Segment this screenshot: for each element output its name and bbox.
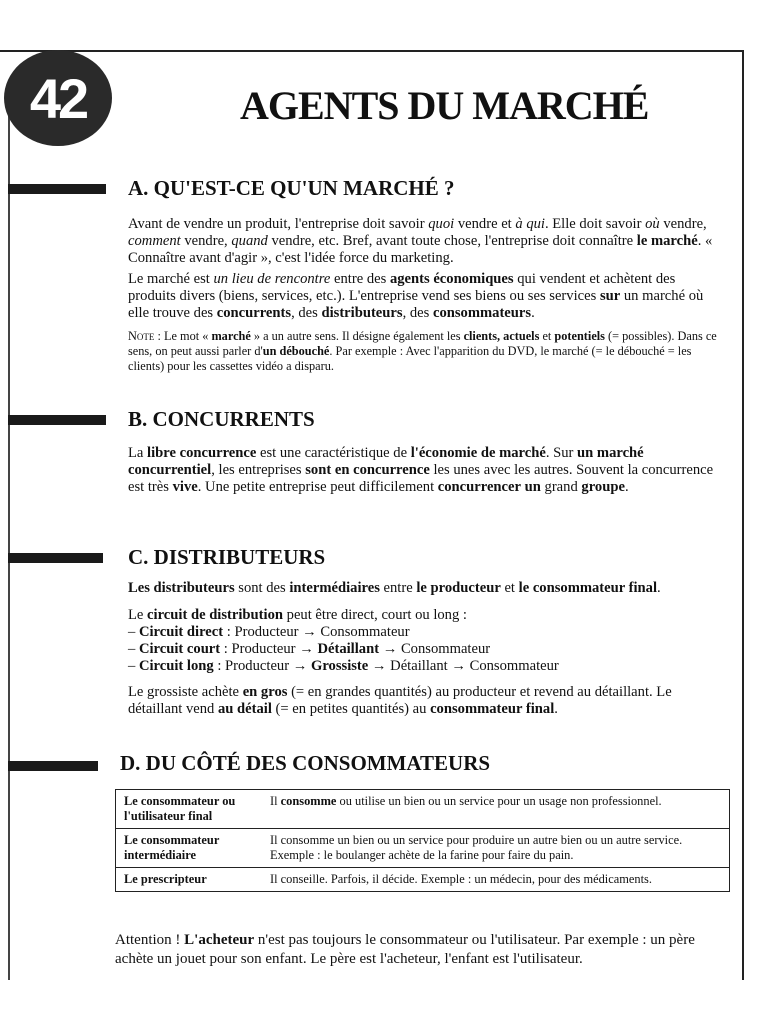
text-run: intermédiaires: [289, 580, 380, 596]
text-run: vive: [172, 479, 198, 495]
section-marker-bar: [8, 184, 106, 194]
text-run: Circuit long: [138, 658, 214, 674]
text-run: est une caractéristique de: [256, 445, 411, 461]
text-run: marché: [211, 329, 251, 343]
text-run: un marché où elle trouve des: [128, 288, 704, 321]
table-row: [116, 790, 730, 829]
text-run: groupe: [581, 479, 625, 495]
text-run: –: [128, 641, 139, 657]
text-run: le marché: [636, 233, 698, 249]
text-run: Le grossiste achète: [128, 684, 243, 700]
text-run: vendre,: [180, 233, 232, 249]
table-definition-cell: [262, 868, 730, 892]
text-run: distributeurs: [321, 305, 403, 321]
text-run: .: [624, 479, 629, 495]
text-run: vendre,: [659, 216, 707, 232]
text-run: » a un autre sens. Il désigne également les: [250, 329, 464, 343]
text-run: Avant de vendre un produit, l'entreprise doit savoir: [128, 216, 429, 232]
text-run: : Producteur →: [213, 658, 311, 674]
text-run: quand: [231, 233, 268, 249]
table-term-cell: Le consommateur intermédiaire: [116, 829, 263, 868]
text-run: (= possibles). Dans ce sens, on peut aussi parler d': [128, 329, 717, 358]
text-run: qui vendent et achètent des produits divers (biens, services, etc.). L'entreprise vend ses biens ou ses services: [128, 271, 676, 304]
text-run: Grossiste: [310, 658, 369, 674]
page-title: AGENTS DU MARCHÉ: [240, 83, 649, 128]
text-run: un: [524, 479, 541, 495]
list-item: [128, 624, 728, 641]
text-run: → Détaillant → Consommateur: [368, 658, 559, 674]
section-heading-a: A. QU'EST-CE QU'UN MARCHÉ ?: [128, 176, 455, 200]
text-run: , des: [402, 305, 433, 321]
text-run: Il conseille. Parfois, il décide. Exemple : un médecin, pour des médicaments.: [270, 872, 652, 886]
text-run: L'acheteur: [184, 932, 255, 948]
text-run: comment: [128, 233, 181, 249]
table-term-cell: Le consommateur ou l'utilisateur final: [116, 790, 263, 829]
text-run: le consommateur final: [518, 580, 657, 596]
text-run: clients, actuels: [463, 329, 540, 343]
text-run: les unes avec les autres. Souvent la concurrence est très: [128, 462, 714, 495]
text-run: en gros: [242, 684, 288, 700]
text-run: Les distributeurs: [128, 580, 235, 596]
text-run: Le: [128, 607, 148, 623]
text-run: : Producteur →: [220, 641, 318, 657]
text-run: –: [128, 624, 139, 640]
table-term-cell: Le prescripteur: [116, 868, 263, 892]
text-run: à qui: [515, 216, 545, 232]
text-run: quoi: [428, 216, 455, 232]
section-heading-d: D. DU CÔTÉ DES CONSOMMATEURS: [120, 751, 491, 775]
text-run: Détaillant: [317, 641, 380, 657]
page-frame-right: [742, 50, 744, 980]
text-run: . « Connaître avant d'agir », c'est l'idée force du marketing.: [128, 233, 713, 266]
text-run: .: [531, 305, 535, 321]
section-a-paragraph-1: [128, 216, 718, 267]
text-run: La: [128, 445, 148, 461]
table-row: [116, 829, 730, 868]
text-run: grand: [540, 479, 582, 495]
text-run: . Elle doit savoir: [544, 216, 646, 232]
attention-note: [115, 931, 730, 969]
table-definition-cell: [262, 790, 730, 829]
text-run: un lieu de rencontre: [213, 271, 331, 287]
text-run: ou utilise un bien ou un service pour un usage non professionnel.: [336, 794, 662, 808]
page-frame-top: [0, 50, 744, 52]
text-run: .: [657, 580, 661, 596]
text-run: concurrents: [216, 305, 292, 321]
text-run: (= en petites quantités) au: [271, 701, 431, 717]
text-run: concurrencer: [437, 479, 521, 495]
text-run: → Consommateur: [379, 641, 491, 657]
circuit-list: [128, 624, 728, 675]
text-run: un marché concurrentiel: [128, 445, 644, 478]
text-run: vendre, etc. Bref, avant toute chose, l'entreprise doit connaître: [267, 233, 637, 249]
text-run: : Producteur → Consommateur: [223, 624, 410, 640]
section-heading-c: C. DISTRIBUTEURS: [128, 545, 326, 569]
text-run: circuit de distribution: [147, 607, 283, 623]
text-run: . Sur: [545, 445, 578, 461]
text-run: où: [645, 216, 660, 232]
section-heading-b: B. CONCURRENTS: [128, 407, 315, 431]
text-run: et: [539, 329, 555, 343]
section-a-note: [128, 329, 718, 374]
text-run: . Une petite entreprise peut difficilement: [197, 479, 438, 495]
text-run: Attention !: [115, 932, 185, 948]
text-run: .: [554, 701, 558, 717]
text-run: potentiels: [554, 329, 605, 343]
section-b-paragraph-1: [128, 445, 718, 496]
text-run: vendre et: [454, 216, 516, 232]
text-run: –: [128, 658, 139, 674]
page-frame-left: [8, 100, 10, 980]
text-run: entre des: [330, 271, 390, 287]
list-item: [128, 658, 728, 675]
text-run: agents économiques: [389, 271, 514, 287]
section-a-paragraph-2: [128, 271, 718, 322]
text-run: sont des: [234, 580, 290, 596]
text-run: et: [500, 580, 519, 596]
text-run: sont en concurrence: [305, 462, 430, 478]
section-marker-bar: [8, 553, 103, 563]
text-run: Il: [270, 794, 281, 808]
text-run: l'économie de marché: [410, 445, 546, 461]
text-run: , des: [291, 305, 322, 321]
text-run: Circuit court: [138, 641, 221, 657]
section-marker-bar: [8, 761, 98, 771]
text-run: sur: [599, 288, 621, 304]
table-row: [116, 868, 730, 892]
text-run: : Le mot «: [154, 329, 212, 343]
text-run: Le marché est: [128, 271, 214, 287]
section-c-paragraph-3: [128, 684, 718, 718]
text-run: le producteur: [416, 580, 501, 596]
text-run: , les entreprises: [211, 462, 306, 478]
text-run: entre: [379, 580, 417, 596]
chapter-number-badge: 42: [4, 50, 112, 146]
text-run: Il consomme un bien ou un service pour produire un autre bien ou un autre service. Exemple : le boulanger achète de la farine pour faire du pain.: [270, 833, 683, 862]
text-run: n'est pas toujours le consommateur ou l'utilisateur. Par exemple : un père achète un jouet pour son enfant. Le père est l'acheteur, l'enfant est l'utilisateur.: [115, 932, 695, 967]
text-run: consommateurs: [432, 305, 532, 321]
text-run: (= en grandes quantités) au producteur et revend au détaillant. Le détaillant vend: [128, 684, 672, 717]
text-run: libre concurrence: [147, 445, 257, 461]
text-run: un débouché: [262, 344, 330, 358]
section-c-paragraph-2: [128, 607, 718, 624]
consumer-types-table: [115, 789, 730, 892]
text-run: consomme: [280, 794, 337, 808]
table-definition-cell: [262, 829, 730, 868]
section-marker-bar: [8, 415, 106, 425]
text-run: consommateur final: [430, 701, 555, 717]
list-item: [128, 641, 728, 658]
section-c-paragraph-1: [128, 580, 718, 597]
text-run: Circuit direct: [138, 624, 224, 640]
text-run: peut être direct, court ou long :: [283, 607, 467, 623]
text-run: . Par exemple : Avec l'apparition du DVD, le marché (= le débouché = les clients) pour les cassettes vidéo a disparu.: [128, 344, 692, 373]
text-run: au détail: [217, 701, 272, 717]
text-run: Note: [128, 329, 155, 343]
